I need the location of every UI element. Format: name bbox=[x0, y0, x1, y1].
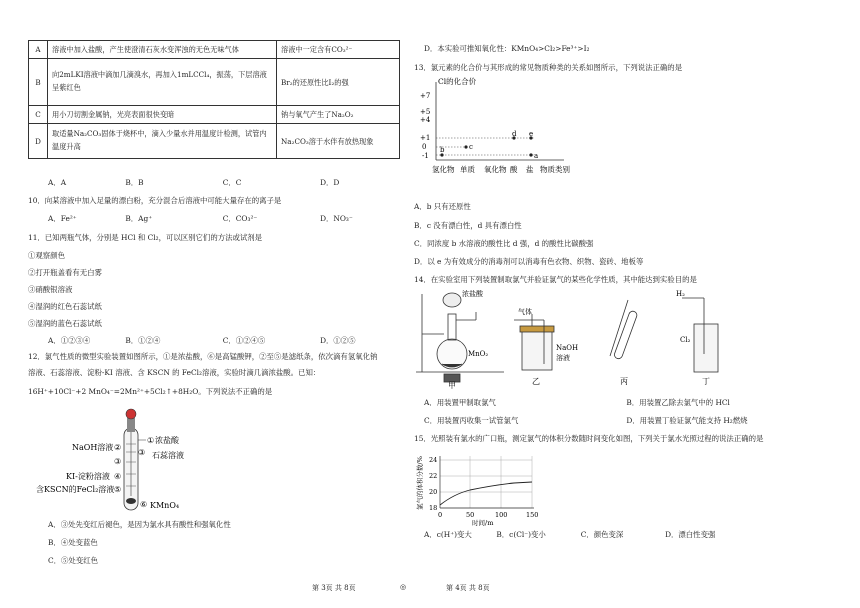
svg-text:+1: +1 bbox=[420, 134, 431, 142]
svg-text:100: 100 bbox=[495, 511, 508, 519]
svg-text:④: ④ bbox=[114, 472, 122, 481]
q9-options: A．A B．B C．C D．D bbox=[48, 178, 340, 187]
table-row: D 取适量Na₂CO₃固体于烧杯中，滴入少量水并用温度计检测，试管内温度升高 Na₂CO₃溶于水伴有放热现象 bbox=[29, 124, 400, 159]
svg-text:d: d bbox=[512, 130, 517, 138]
svg-text:0: 0 bbox=[422, 143, 427, 151]
svg-text:③: ③ bbox=[114, 457, 122, 466]
svg-text:Cl的化合价: Cl的化合价 bbox=[438, 77, 477, 86]
svg-text:⑥: ⑥ bbox=[140, 500, 148, 509]
q12-tube-diagram bbox=[28, 400, 228, 515]
svg-text:20: 20 bbox=[429, 488, 438, 496]
svg-text:24: 24 bbox=[429, 456, 438, 464]
svg-text:50: 50 bbox=[466, 511, 475, 519]
svg-text:丙: 丙 bbox=[620, 377, 628, 386]
svg-text:浓盐酸: 浓盐酸 bbox=[155, 436, 179, 445]
svg-text:H₂: H₂ bbox=[676, 290, 685, 298]
svg-text:⑤: ⑤ bbox=[114, 485, 122, 494]
svg-text:b: b bbox=[440, 146, 445, 154]
svg-text:时间/m: 时间/m bbox=[472, 519, 494, 526]
svg-text:乙: 乙 bbox=[532, 377, 540, 386]
svg-text:22: 22 bbox=[429, 472, 438, 480]
svg-text:②: ② bbox=[114, 443, 122, 452]
svg-text:NaOH溶液: NaOH溶液 bbox=[72, 443, 114, 452]
q15-chart bbox=[414, 448, 554, 526]
svg-text:甲: 甲 bbox=[448, 381, 456, 390]
svg-text:丁: 丁 bbox=[702, 377, 710, 386]
q12-stem: 12．氯气性质的微型实验装置如图所示，①是浓盐酸，⑥是高锰酸钾，②至⑤是滤纸条，依次滴有氢氧化钠 bbox=[28, 352, 378, 361]
svg-text:e: e bbox=[529, 130, 534, 138]
svg-text:-1: -1 bbox=[422, 152, 429, 160]
q11-stem: 11．已知两瓶气体，分别是 HCl 和 Cl₂，可以区别它们的方法或试剂是 bbox=[28, 233, 263, 242]
svg-text:+5: +5 bbox=[420, 108, 431, 116]
svg-text:NaOH: NaOH bbox=[556, 344, 579, 352]
svg-text:+7: +7 bbox=[420, 92, 431, 100]
svg-text:氢化物: 氢化物 bbox=[432, 165, 455, 174]
q11-options: A．①②③④ B．①②④ C．①②④⑤ D．①②⑤ bbox=[48, 336, 356, 345]
svg-text:a: a bbox=[534, 152, 539, 160]
q14-stem: 14．在实验室用下列装置制取氯气并验证氯气的某些化学性质，其中能达到实验目的是 bbox=[414, 275, 697, 284]
table-row: A 溶液中加入盐酸，产生使澄清石灰水变浑浊的无色无味气体 溶液中一定含有CO₃²⁻ bbox=[29, 41, 400, 59]
q9-table bbox=[28, 40, 400, 159]
svg-text:氯气的体积分数/%: 氯气的体积分数/% bbox=[416, 456, 424, 510]
q13-stem: 13．氯元素的化合价与其形成的常见物质种类的关系如图所示，下列说法正确的是 bbox=[414, 63, 683, 72]
q15-stem: 15．光照装有氯水的广口瓶，测定氯气的体积分数随时间变化如图，下列关于氯水光照过程的说法正确的是 bbox=[414, 434, 764, 443]
q10-options: A．Fe²⁺ B．Ag⁺ C．CO₃²⁻ D．NO₃⁻ bbox=[48, 214, 353, 223]
svg-text:KMnO₄: KMnO₄ bbox=[150, 501, 180, 510]
q14-options-1: A．用装置甲制取氯气 B．用装置乙除去氯气中的 HCl bbox=[424, 398, 730, 407]
table-row: B 向2mLKI溶液中滴加几滴溴水，再加入1mLCCl₄，振荡，下层溶液呈紫红色 Br₂的还原性比I₂的强 bbox=[29, 59, 400, 106]
q13-chart bbox=[414, 72, 614, 197]
svg-text:石蕊溶液: 石蕊溶液 bbox=[152, 451, 184, 460]
svg-text:气体: 气体 bbox=[518, 308, 532, 316]
svg-text:0: 0 bbox=[438, 511, 443, 519]
svg-text:单质: 单质 bbox=[460, 165, 475, 174]
page-number-right: 第 4页 共 8页 bbox=[446, 584, 490, 592]
svg-text:含KSCN的FeCl₂溶液: 含KSCN的FeCl₂溶液 bbox=[36, 485, 115, 494]
svg-text:溶液: 溶液 bbox=[556, 354, 570, 362]
table-row: C 用小刀切割金属钠，光亮表面很快变暗 钠与氧气产生了Na₂O₂ bbox=[29, 106, 400, 124]
q10-stem: 10．向某溶液中加入足量的漂白粉，充分混合后溶液中可能大量存在的离子是 bbox=[28, 196, 282, 205]
svg-text:物质类别: 物质类别 bbox=[540, 165, 570, 174]
svg-text:Cl₂: Cl₂ bbox=[680, 336, 691, 344]
binding-mark: ◎ bbox=[400, 583, 407, 591]
q15-options: A．c(H⁺)变大 B．c(Cl⁻)变小 C．颜色变深 D．漂白性变强 bbox=[424, 530, 716, 539]
svg-text:MnO₂: MnO₂ bbox=[468, 350, 489, 358]
svg-text:18: 18 bbox=[429, 504, 438, 512]
svg-text:①: ① bbox=[147, 436, 155, 445]
page-number-left: 第 3页 共 8页 bbox=[312, 584, 356, 592]
svg-text:c: c bbox=[469, 143, 473, 151]
svg-text:氧化物: 氧化物 bbox=[484, 165, 507, 174]
svg-text:+4: +4 bbox=[420, 116, 431, 124]
svg-text:③: ③ bbox=[138, 448, 146, 457]
q14-apparatus bbox=[414, 284, 844, 390]
svg-text:150: 150 bbox=[526, 511, 539, 519]
svg-text:KI-淀粉溶液: KI-淀粉溶液 bbox=[66, 472, 110, 481]
svg-text:浓盐酸: 浓盐酸 bbox=[462, 290, 483, 298]
q12-equation: 16H⁺+10Cl⁻+2 MnO₄⁻=2Mn²⁺+5Cl₂↑+8H₂O。下列说法不正确的是 bbox=[28, 387, 273, 396]
svg-text:酸: 酸 bbox=[510, 165, 518, 174]
svg-text:盐: 盐 bbox=[526, 165, 534, 174]
q14-options-2: C．用装置丙收集一试管氯气 D．用装置丁验证氯气能支持 H₂燃烧 bbox=[424, 416, 748, 425]
